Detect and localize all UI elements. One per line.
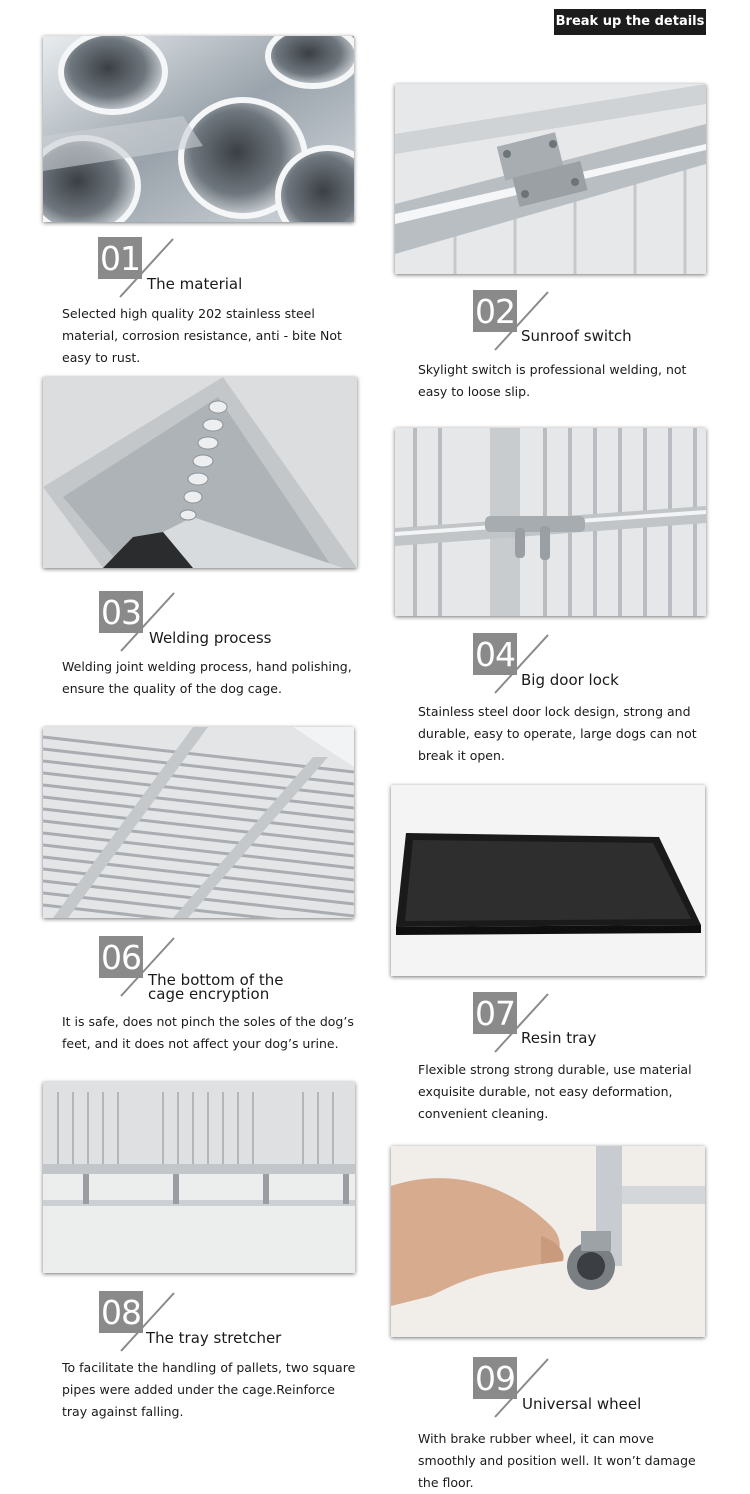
feature-number-badge: 06 [99,936,159,986]
feature-description: Welding joint welding process, hand polishing, ensure the quality of the dog cage. [62,659,352,696]
feature-description: To facilitate the handling of pallets, two square pipes were added under the cage.Reinforce tray against falling. [62,1360,356,1419]
feature-title: Sunroof switch [521,327,632,345]
feature-number-badge: 08 [99,1291,159,1341]
feature-title: The bottom of the cage encryption [148,971,284,1003]
feature-title: The material [147,275,243,293]
door-lock-photo [395,428,706,616]
steel-pipes-photo [43,36,354,222]
feature-title: Resin tray [521,1029,597,1047]
feature-description: It is safe, does not pinch the soles of the dog’s feet, and it does not affect your dog’s urine. [62,1014,354,1051]
universal-wheel-photo [391,1146,705,1337]
feature-number-badge: 09 [473,1357,533,1407]
feature-title: Welding process [149,629,272,647]
feature-description: Selected high quality 202 stainless steel material, corrosion resistance, anti - bite Not easy to rust. [62,306,342,365]
cage-bottom-grid-photo [43,727,354,918]
section-banner: Break up the details [554,9,706,35]
feature-title: Big door lock [521,671,619,689]
feature-description: Stainless steel door lock design, strong and durable, easy to operate, large dogs can not break it open. [418,704,697,763]
feature-description: With brake rubber wheel, it can move smoothly and position well. It won’t damage the floor. [418,1431,696,1490]
feature-number-badge: 03 [99,591,159,641]
feature-description: Flexible strong strong durable, use material exquisite durable, not easy deformation, convenient cleaning. [418,1062,692,1121]
feature-number-badge: 01 [98,237,158,287]
feature-title: The tray stretcher [146,1329,282,1347]
feature-title: Universal wheel [522,1395,642,1413]
sunroof-switch-photo [395,84,706,274]
feature-number-badge: 04 [473,633,533,683]
feature-number-badge: 02 [473,290,533,340]
tray-stretcher-photo [43,1082,355,1273]
feature-description: Skylight switch is professional welding, not easy to loose slip. [418,362,687,399]
welding-joint-photo [43,377,357,568]
resin-tray-photo [391,785,705,976]
feature-number-badge: 07 [473,992,533,1042]
